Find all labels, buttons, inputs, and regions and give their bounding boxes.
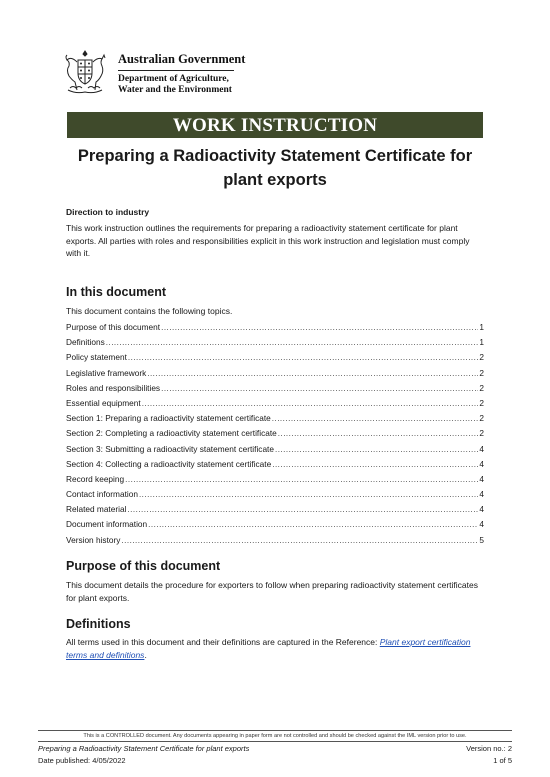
toc-entry-label: Section 1: Preparing a radioactivity statement certificate (66, 413, 271, 424)
department-line-2: Water and the Environment (118, 85, 232, 95)
government-logo (60, 48, 260, 100)
toc-entry-page: 4 (479, 443, 484, 454)
definitions-text: All terms used in this document and their definitions are captured in the Reference: (66, 637, 380, 647)
toc-entry-page: 2 (479, 382, 484, 393)
toc-entry[interactable] (66, 489, 484, 504)
toc-entry[interactable] (66, 383, 484, 398)
terms-definitions-link[interactable]: Plant export certification terms and definitions (66, 637, 471, 660)
toc-entry-label: Section 3: Submitting a radioactivity statement certificate (66, 443, 274, 454)
footer-page-number: 1 of 5 (493, 756, 512, 765)
logo-divider (118, 70, 234, 71)
document-title (60, 144, 490, 192)
toc-entry[interactable] (66, 428, 484, 443)
table-of-contents (66, 322, 484, 550)
work-instruction-banner: WORK INSTRUCTION (67, 112, 483, 138)
toc-leader-dots (272, 413, 479, 423)
toc-entry[interactable] (66, 398, 484, 413)
toc-entry-page: 1 (479, 322, 484, 332)
toc-leader-dots (275, 444, 478, 454)
toc-entry-page: 2 (479, 352, 484, 363)
toc-entry-page: 4 (479, 473, 484, 484)
toc-entry[interactable] (66, 444, 484, 459)
controlled-document-note: This is a CONTROLLED document. Any documents appearing in paper form are not controlled and should be checked against the IML version prior to use. (83, 733, 467, 739)
toc-leader-dots (148, 519, 478, 529)
toc-entry[interactable] (66, 352, 484, 367)
intro-paragraph: This work instruction outlines the requirements for preparing a radioactivity statement certificate for plant exports. All parties with roles and responsibilities explicit in this work instruction and legislation must comply with it. (66, 223, 470, 258)
toc-entry[interactable] (66, 337, 484, 352)
toc-entry-page: 5 (479, 534, 484, 545)
definitions-text-end: . (144, 649, 147, 660)
in-this-document-heading: In this document (66, 285, 166, 299)
toc-leader-dots (125, 474, 478, 484)
toc-leader-dots (127, 504, 478, 514)
toc-leader-dots (128, 352, 479, 362)
footer-divider-bottom (38, 741, 512, 742)
purpose-heading: Purpose of this document (66, 559, 221, 573)
toc-leader-dots (272, 459, 478, 469)
toc-leader-dots (139, 489, 478, 499)
definitions-paragraph (66, 636, 486, 661)
toc-entry-label: Definitions (66, 337, 105, 348)
footer-version: Version no.: 2 (466, 744, 512, 753)
toc-entry-page: 4 (479, 504, 484, 515)
toc-entry-page: 2 (479, 413, 484, 424)
toc-entry-page: 2 (479, 367, 484, 378)
department-line-1: Department of Agriculture, (118, 74, 229, 84)
toc-entry[interactable] (66, 322, 484, 337)
toc-entry-page: 4 (479, 519, 484, 530)
toc-leader-dots (147, 368, 478, 378)
toc-leader-dots (161, 322, 478, 332)
document-title-line-1: Preparing a Radioactivity Statement Certificate for (77, 147, 473, 165)
coat-of-arms-icon (60, 48, 110, 98)
direction-heading: Direction to industry (66, 207, 150, 217)
purpose-paragraph: This document details the procedure for exporters to follow when preparing radioactivity statement certificates for plant exports. (66, 580, 478, 603)
toc-entry[interactable] (66, 504, 484, 519)
toc-entry-page: 4 (479, 489, 484, 500)
toc-entry-label: Section 4: Collecting a radioactivity statement certificate (66, 458, 272, 469)
toc-entry-label: Essential equipment (66, 397, 141, 408)
toc-entry[interactable] (66, 474, 484, 489)
toc-entry-label: Document information (66, 519, 148, 530)
footer-date-published: Date published: 4/05/2022 (38, 756, 126, 765)
toc-leader-dots (278, 428, 479, 438)
toc-entry-label: Purpose of this document (66, 322, 161, 332)
toc-entry-label: Roles and responsibilities (66, 382, 161, 393)
toc-entry-label: Contact information (66, 489, 138, 500)
toc-entry[interactable] (66, 368, 484, 383)
toc-entry-label: Record keeping (66, 473, 125, 484)
footer-document-name: Preparing a Radioactivity Statement Certificate for plant exports (38, 744, 250, 753)
toc-lead: This document contains the following topics. (66, 306, 233, 316)
toc-leader-dots (142, 398, 479, 408)
toc-entry-label: Legislative framework (66, 367, 147, 378)
department-name (118, 74, 232, 96)
toc-entry-page: 4 (479, 458, 484, 469)
toc-entry-page: 1 (479, 337, 484, 348)
toc-leader-dots (106, 337, 479, 347)
toc-entry-label: Policy statement (66, 352, 127, 363)
toc-entry-page: 2 (479, 397, 484, 408)
toc-entry[interactable] (66, 535, 484, 550)
document-title-line-2: plant exports (223, 171, 327, 189)
toc-entry-page: 2 (479, 428, 484, 439)
toc-leader-dots (121, 535, 478, 545)
government-name: Australian Government (118, 52, 246, 66)
toc-entry[interactable] (66, 413, 484, 428)
footer-divider-top (38, 730, 512, 731)
definitions-heading: Definitions (66, 617, 131, 631)
toc-entry-label: Version history (66, 534, 121, 545)
toc-entry[interactable] (66, 519, 484, 534)
toc-entry-label: Related material (66, 504, 127, 515)
toc-leader-dots (161, 383, 478, 393)
toc-entry[interactable] (66, 459, 484, 474)
toc-entry-label: Section 2: Completing a radioactivity statement certificate (66, 428, 277, 439)
